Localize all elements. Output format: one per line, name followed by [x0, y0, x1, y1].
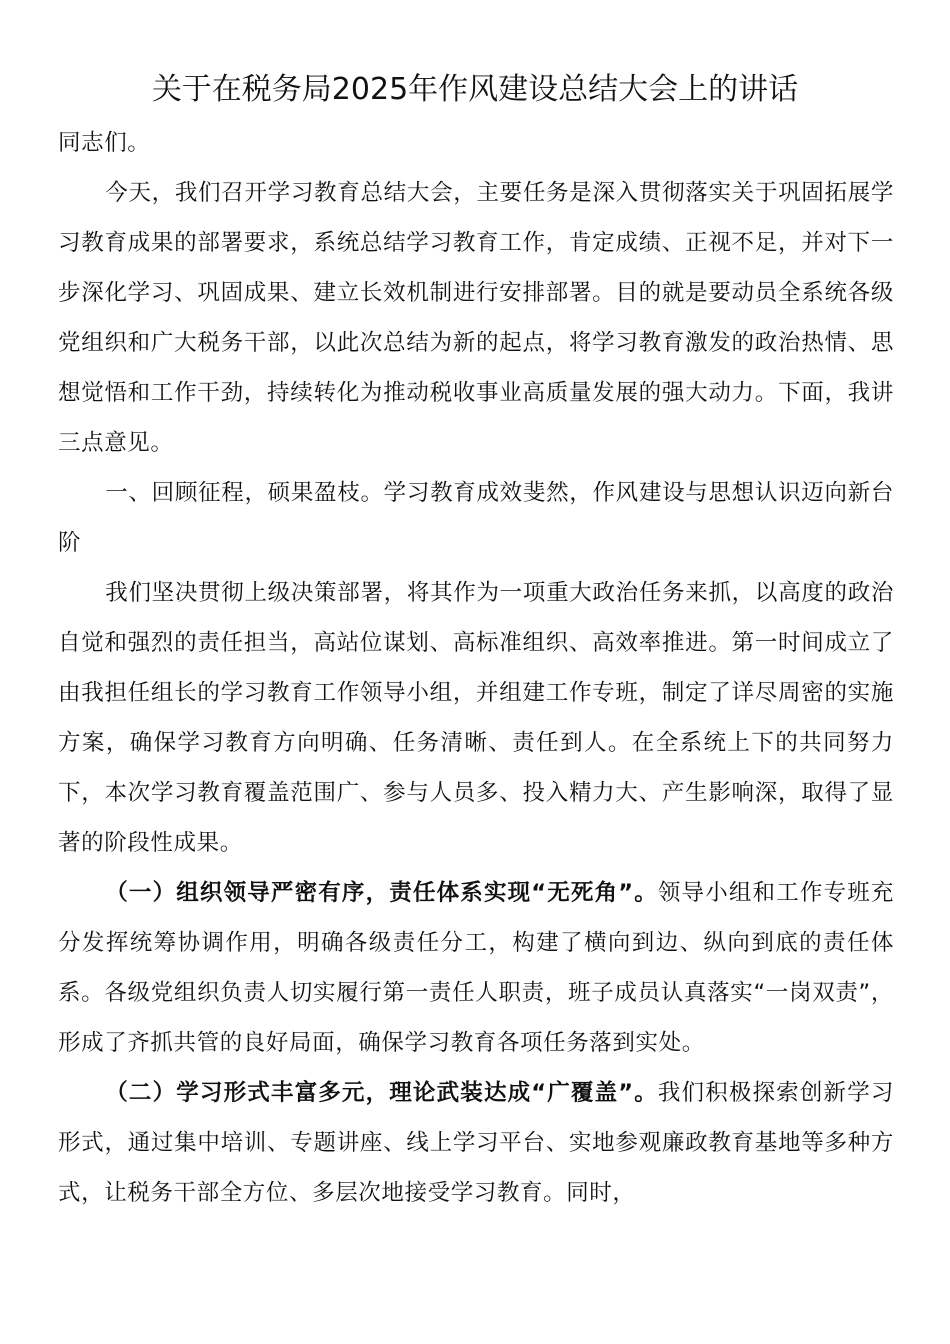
- greeting: 同志们。: [58, 130, 151, 156]
- paragraph-point-2: [58, 1068, 894, 1218]
- paragraph-point-1: [58, 868, 894, 1068]
- point-2-text: 我们积极探索创新学习形式，通过集中培训、专题讲座、线上学习平台、实地参观廉政教育基地等多种方式，让税务干部全方位、多层次地接受学习教育。同时，: [58, 1080, 894, 1206]
- point-2-lead: （二）学习形式丰富多元，理论武装达成“广覆盖”。: [105, 1080, 658, 1106]
- point-1-lead: （一）组织领导严密有序，责任体系实现“无死角”。: [105, 880, 658, 906]
- document-title: 关于在税务局2025年作风建设总结大会上的讲话: [151, 72, 799, 107]
- paragraph-intro: 今天，我们召开学习教育总结大会，主要任务是深入贯彻落实关于巩固拓展学习教育成果的部署要求，系统总结学习教育工作，肯定成绩、正视不足，并对下一步深化学习、巩固成果、建立长效机制进行安排部署。目的就是要动员全系统各级党组织和广大税务干部，以此次总结为新的起点，将学习教育激发的政治热情、思想觉悟和工作干劲，持续转化为推动税收事业高质量发展的强大动力。下面，我讲三点意见。: [58, 180, 894, 456]
- paragraph-review: 我们坚决贯彻上级决策部署，将其作为一项重大政治任务来抓，以高度的政治自觉和强烈的责任担当，高站位谋划、高标准组织、高效率推进。第一时间成立了由我担任组长的学习教育工作领导小组，并组建工作专班，制定了详尽周密的实施方案，确保学习教育方向明确、任务清晰、责任到人。在全系统上下的共同努力下，本次学习教育覆盖范围广、参与人员多、投入精力大、产生影响深，取得了显著的阶段性成果。: [58, 580, 894, 856]
- document-body: [58, 118, 894, 1218]
- section-heading-1: 一、回顾征程，硕果盈枝。学习教育成效斐然，作风建设与思想认识迈向新台阶: [58, 480, 894, 556]
- point-1-text: 领导小组和工作专班充分发挥统筹协调作用，明确各级责任分工，构建了横向到边、纵向到底的责任体系。各级党组织负责人切实履行第一责任人职责，班子成员认真落实“一岗双责”，形成了齐抓共管的良好局面，确保学习教育各项任务落到实处。: [58, 880, 894, 1056]
